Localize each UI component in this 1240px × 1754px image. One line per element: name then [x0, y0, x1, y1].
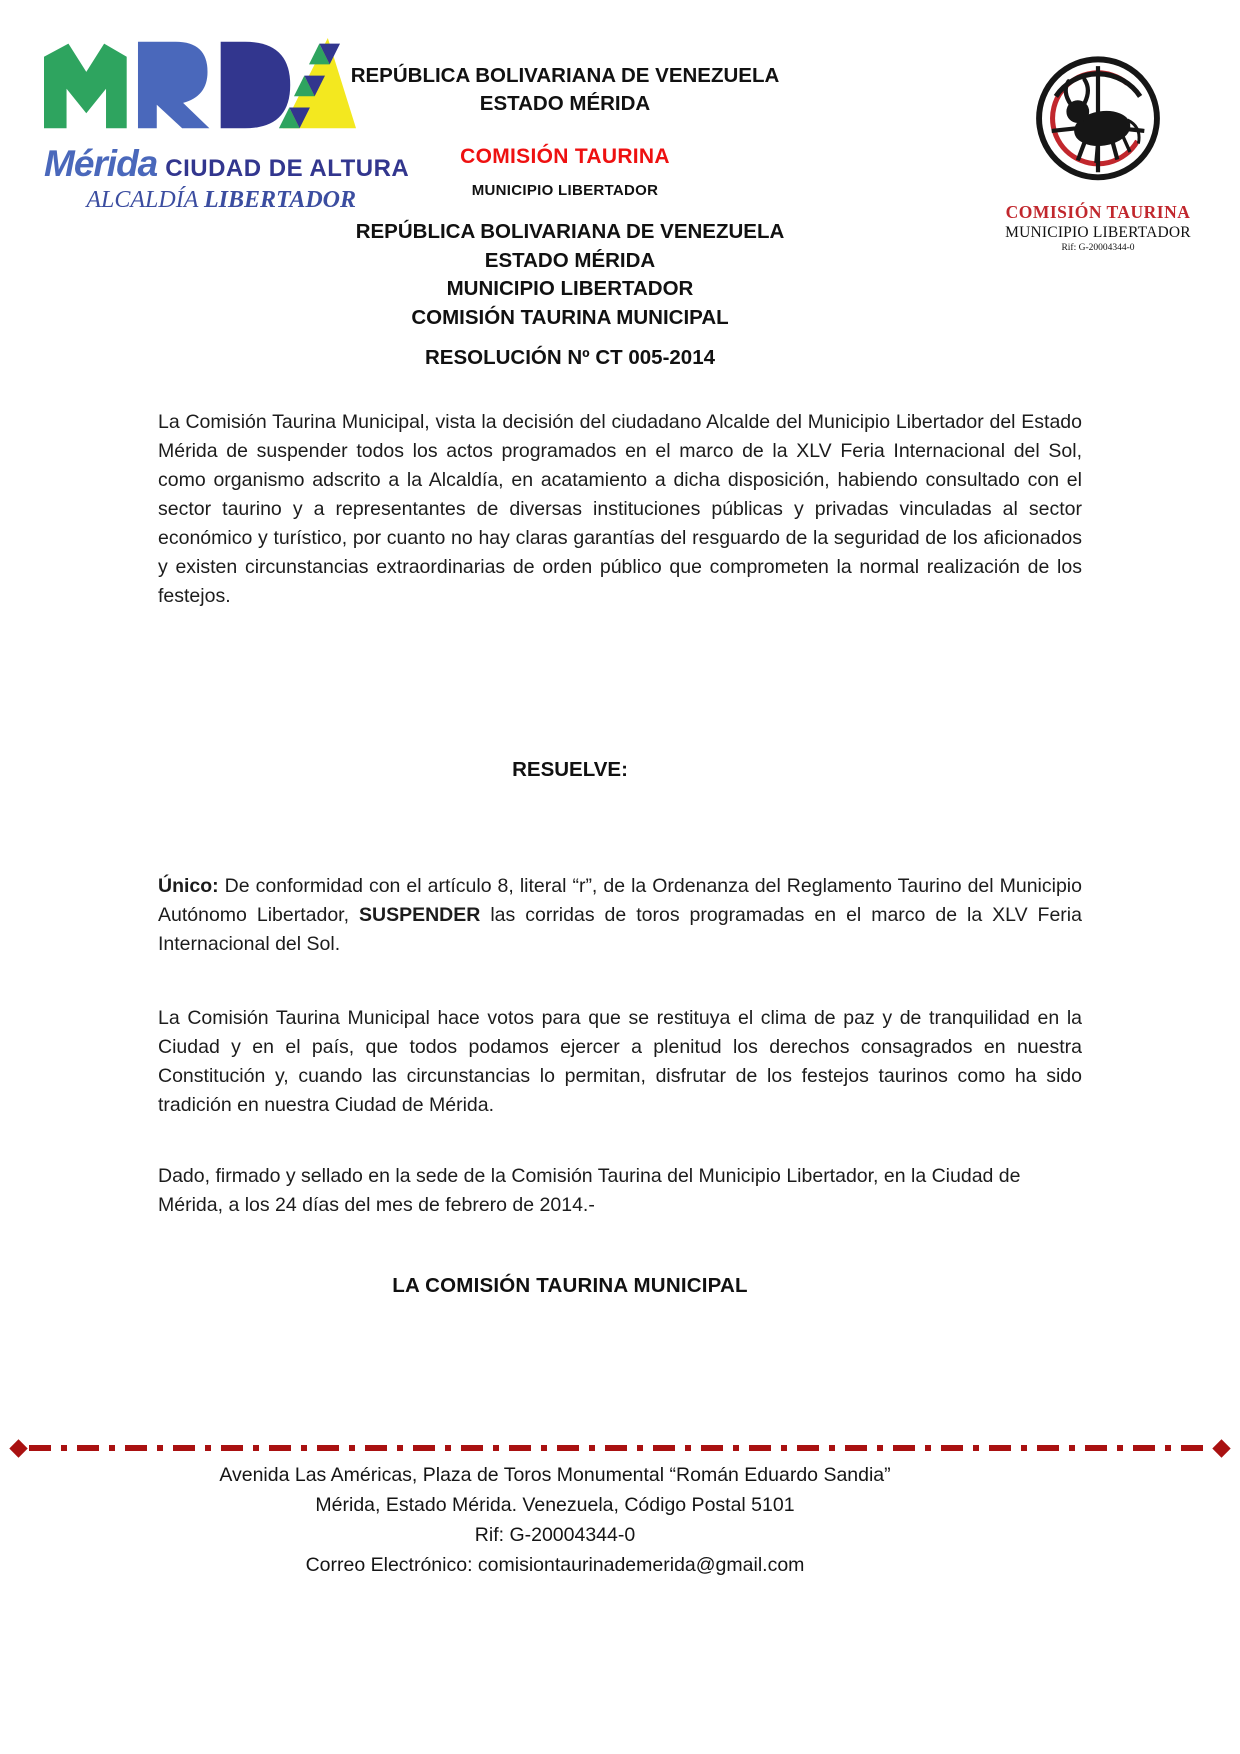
letterhead-comision-taurina: COMISIÓN TAURINA: [460, 145, 670, 168]
logo-alcaldia-line: [44, 187, 360, 214]
seal-title: COMISIÓN TAURINA: [1005, 202, 1191, 222]
footer-rif: Rif: G-20004344-0: [474, 1524, 636, 1546]
unico-suspender: SUSPENDER: [358, 903, 481, 926]
paragraph-votos: La Comisión Taurina Municipal hace votos para que se restituya el clima de paz y de tranquilidad en la Ciudad y en el país, que todos podamos ejercer a plenitud los derechos consagrados en nuestra Constitución y, cuando las circunstancias lo permitan, disfrutar de los festejos taurinos como ha sido tradición en nuestra Ciudad de Mérida.: [158, 1006, 1082, 1116]
logo-alcaldia-word: ALCALDÍA: [86, 187, 198, 213]
paragraph-considerations: La Comisión Taurina Municipal, vista la decisión del ciudadano Alcalde del Municipio Libertador del Estado Mérida de suspender todos los actos programados en el marco de la XLV Feria Internacional del Sol, como organismo adscrito a la Alcaldía, en acatamiento a dicha disposición, habiendo consultado con el sector taurino y a representantes de diversas instituciones públicas y privadas vinculadas al sector económico y turístico, por cuanto no hay claras garantías del resguardo de la seguridad de los aficionados y existen circunstancias extraordinarias de orden público que comprometen la normal realización de los festejos.: [158, 410, 1082, 607]
unico-text-after: las corridas de toros programadas en el marco de la XLV Feria Internacional del Sol.: [158, 903, 1082, 955]
paragraph-dado-firmado: Dado, firmado y sellado en la sede de la Comisión Taurina del Municipio Libertador, en la Ciudad de Mérida, a los 24 días del mes de febrero de 2014.-: [158, 1164, 1021, 1216]
divider-left-diamond-icon: [9, 1439, 27, 1457]
letterhead-municipio: MUNICIPIO LIBERTADOR: [471, 182, 659, 199]
resolution-number-heading: RESOLUCIÓN Nº CT 005-2014: [424, 346, 715, 369]
unico-text-before: De conformidad con el artículo 8, literal “r”, de la Ordenanza del Reglamento Taurino del Municipio Autónomo Libertador,: [158, 874, 1082, 926]
logo-city-line: [44, 143, 410, 185]
seal-rif: Rif: G-20004344-0: [1061, 243, 1135, 253]
letterhead-republic: REPÚBLICA BOLIVARIANA DE VENEZUELA: [350, 64, 780, 87]
document-title-block: [115, 218, 1025, 332]
footer-address: Avenida Las Américas, Plaza de Toros Monumental “Román Eduardo Sandia”: [219, 1464, 891, 1486]
title-comision: COMISIÓN TAURINA MUNICIPAL: [411, 305, 729, 329]
logo-libertador-word: LIBERTADOR: [203, 187, 356, 213]
title-republic: REPÚBLICA BOLIVARIANA DE VENEZUELA: [355, 220, 785, 243]
unico-label: Único:: [158, 874, 219, 897]
title-state: ESTADO MÉRIDA: [484, 248, 656, 272]
seal-subtitle: MUNICIPIO LIBERTADOR: [1005, 224, 1191, 241]
comision-taurina-seal: [1002, 40, 1194, 253]
title-municipio: MUNICIPIO LIBERTADOR: [446, 277, 694, 300]
footer-address-block: [0, 1460, 1110, 1580]
footer-email: Correo Electrónico: comisiontaurinademerida@gmail.com: [305, 1554, 805, 1576]
letterhead-state: ESTADO MÉRIDA: [479, 92, 651, 115]
letterhead-center: [330, 62, 800, 199]
bull-seal-icon: [1018, 40, 1178, 200]
alcaldia-merida-logo: [44, 36, 410, 214]
logo-tagline: CIUDAD DE ALTURA: [165, 155, 410, 182]
closing-signature-line: LA COMISIÓN TAURINA MUNICIPAL: [392, 1274, 748, 1297]
logo-city-name: Mérida: [44, 143, 158, 184]
paragraph-unico: [158, 872, 1082, 959]
footer-divider: [12, 1441, 1228, 1455]
divider-dash-line: [29, 1445, 1211, 1451]
mrda-wordmark-icon: [44, 36, 356, 134]
resuelve-heading: RESUELVE:: [512, 758, 628, 781]
footer-city: Mérida, Estado Mérida. Venezuela, Código Postal 5101: [315, 1494, 795, 1516]
divider-right-diamond-icon: [1212, 1439, 1230, 1457]
